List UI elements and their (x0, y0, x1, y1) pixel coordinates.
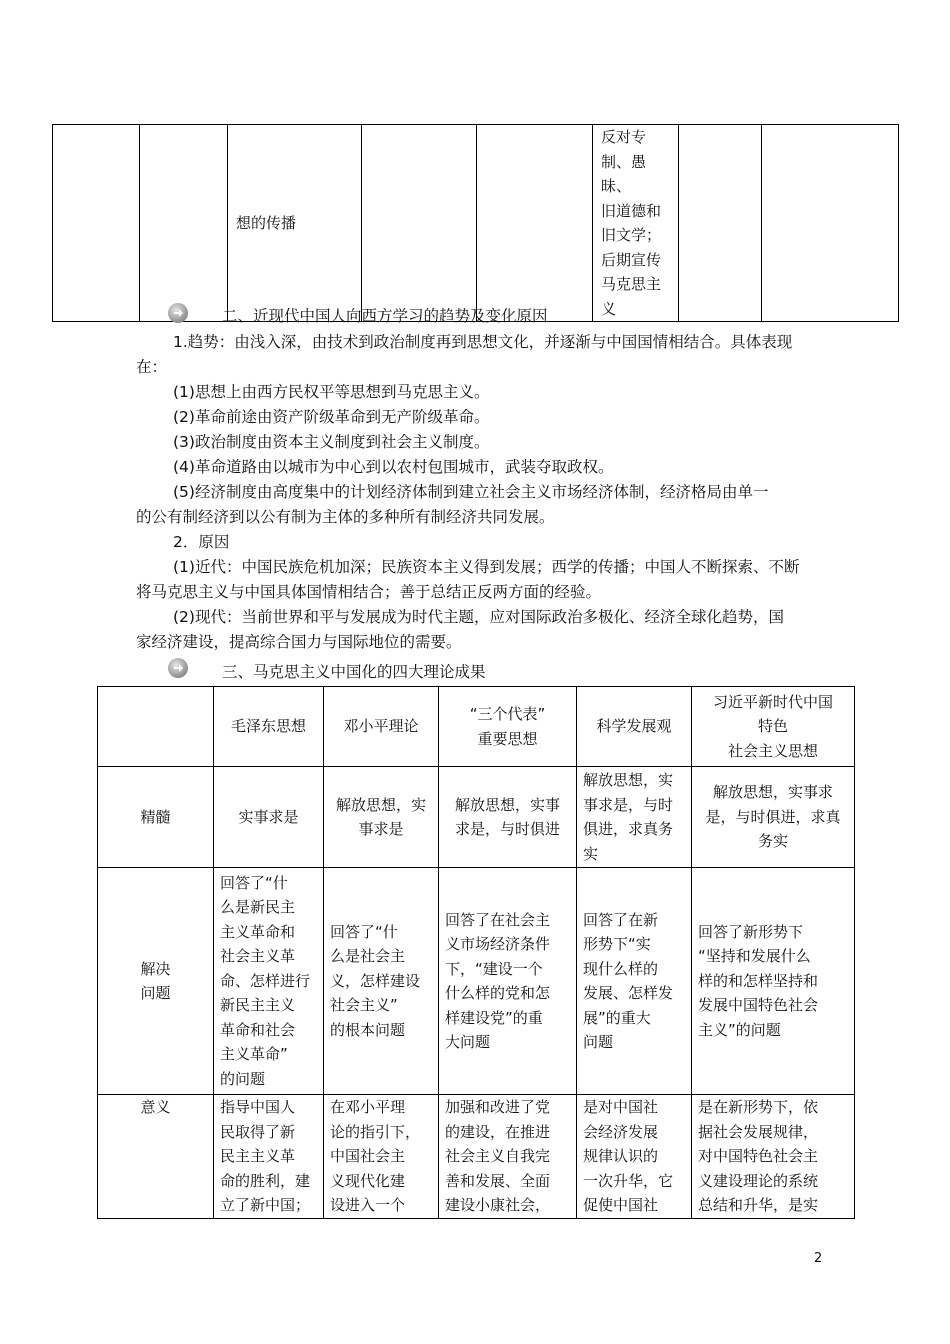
table-cell: 回答了新形势下 “坚持和发展什么 样的和怎样坚持和 发展中国特色社会 主义”的问题 (692, 868, 855, 1095)
row-label: 意义 (98, 1095, 214, 1219)
table-header-row (98, 687, 855, 767)
text-line: 2．原因 (173, 533, 230, 551)
table-cell: 是在新形势下，依 据社会发展规律， 对中国特色社会主 义建设理论的系统 总结和升华，是实 (692, 1095, 855, 1219)
text-line: 在： (136, 358, 168, 376)
table-row (98, 868, 855, 1095)
text-line: 将马克思主义与中国具体国情相结合；善于总结正反两方面的经验。 (136, 583, 602, 601)
arrow-right-circle-icon (168, 303, 188, 323)
table-cell (53, 125, 140, 322)
text-line: (2)现代：当前世界和平与发展成为时代主题，应对国际政治多极化、经济全球化趋势，国 (173, 608, 784, 626)
table-cell: 回答了“什 么是社会主 义，怎样建设 社会主义” 的根本问题 (324, 868, 439, 1095)
table-cell: 解放思想，实 事求是，与时 俱进，求真务 实 (577, 767, 692, 868)
table-header-cell (98, 687, 214, 767)
table-cell: 解放思想，实事 求是，与时俱进 (439, 767, 577, 868)
table-cell (140, 125, 228, 322)
row-label: 解决 问题 (98, 868, 214, 1095)
arrow-right-circle-icon (168, 658, 188, 678)
text-line: (4)革命道路由以城市为中心到以农村包围城市，武装夺取政权。 (173, 458, 614, 476)
table-cell: 加强和改进了党 的建设，在推进 社会主义自我完 善和发展、全面 建设小康社会， (439, 1095, 577, 1219)
table-cell: 解放思想，实事求 是，与时俱进，求真 务实 (692, 767, 855, 868)
table-header-cell: “三个代表” 重要思想 (439, 687, 577, 767)
text-line: (5)经济制度由高度集中的计划经济体制到建立社会主义市场经济体制，经济格局由单一 (173, 483, 769, 501)
table-cell: 回答了在新 形势下“实 现什么样的 发展、怎样发 展”的重大 问题 (577, 868, 692, 1095)
table-cell (679, 125, 762, 322)
table-row (98, 767, 855, 868)
table-cell: 回答了在社会主 义市场经济条件 下，“建设一个 什么样的党和怎 样建设党”的重 大问题 (439, 868, 577, 1095)
continued-table (52, 124, 899, 322)
table-cell (762, 125, 899, 322)
section-heading: 三、马克思主义中国化的四大理论成果 (222, 663, 486, 681)
section-heading: 二、近现代中国人向西方学习的趋势及变化原因 (222, 307, 548, 325)
table-row (53, 125, 899, 322)
table-cell: 回答了“什 么是新民主 主义革命和 社会主义革 命、怎样进行 新民主主义 革命和社会 主义革命” 的问题 (214, 868, 324, 1095)
theory-table (97, 686, 855, 1219)
table-cell: 在邓小平理 论的指引下， 中国社会主 义现代化建 设进入一个 (324, 1095, 439, 1219)
table-cell (362, 125, 477, 322)
table-row (98, 1095, 855, 1219)
text-line: (2)革命前途由资产阶级革命到无产阶级革命。 (173, 408, 490, 426)
table-cell: 想的传播 (228, 125, 362, 322)
text-line: (1)近代：中国民族危机加深；民族资本主义得到发展；西学的传播；中国人不断探索、不断 (173, 558, 800, 576)
table-header-cell: 毛泽东思想 (214, 687, 324, 767)
table-cell: 解放思想，实 事求是 (324, 767, 439, 868)
text-line: (3)政治制度由资本主义制度到社会主义制度。 (173, 433, 490, 451)
text-line: 1.趋势：由浅入深，由技术到政治制度再到思想文化，并逐渐与中国国情相结合。具体表现 (173, 333, 793, 351)
table-header-cell: 邓小平理论 (324, 687, 439, 767)
table-cell: 指导中国人 民取得了新 民主主义革 命的胜利，建 立了新中国； (214, 1095, 324, 1219)
table-cell: 实事求是 (214, 767, 324, 868)
text-line: 的公有制经济到以公有制为主体的多种所有制经济共同发展。 (136, 508, 555, 526)
row-label: 精髓 (98, 767, 214, 868)
table-cell: 反对专 制、愚昧、 旧道德和 旧文学； 后期宣传 马克思主 义 (593, 125, 679, 322)
table-header-cell: 习近平新时代中国 特色 社会主义思想 (692, 687, 855, 767)
table-cell: 是对中国社 会经济发展 规律认识的 一次升华，它 促使中国社 (577, 1095, 692, 1219)
text-line: (1)思想上由西方民权平等思想到马克思主义。 (173, 383, 490, 401)
page-number: 2 (814, 1251, 823, 1266)
table-header-cell: 科学发展观 (577, 687, 692, 767)
table-cell (477, 125, 593, 322)
text-line: 家经济建设，提高综合国力与国际地位的需要。 (136, 633, 462, 651)
